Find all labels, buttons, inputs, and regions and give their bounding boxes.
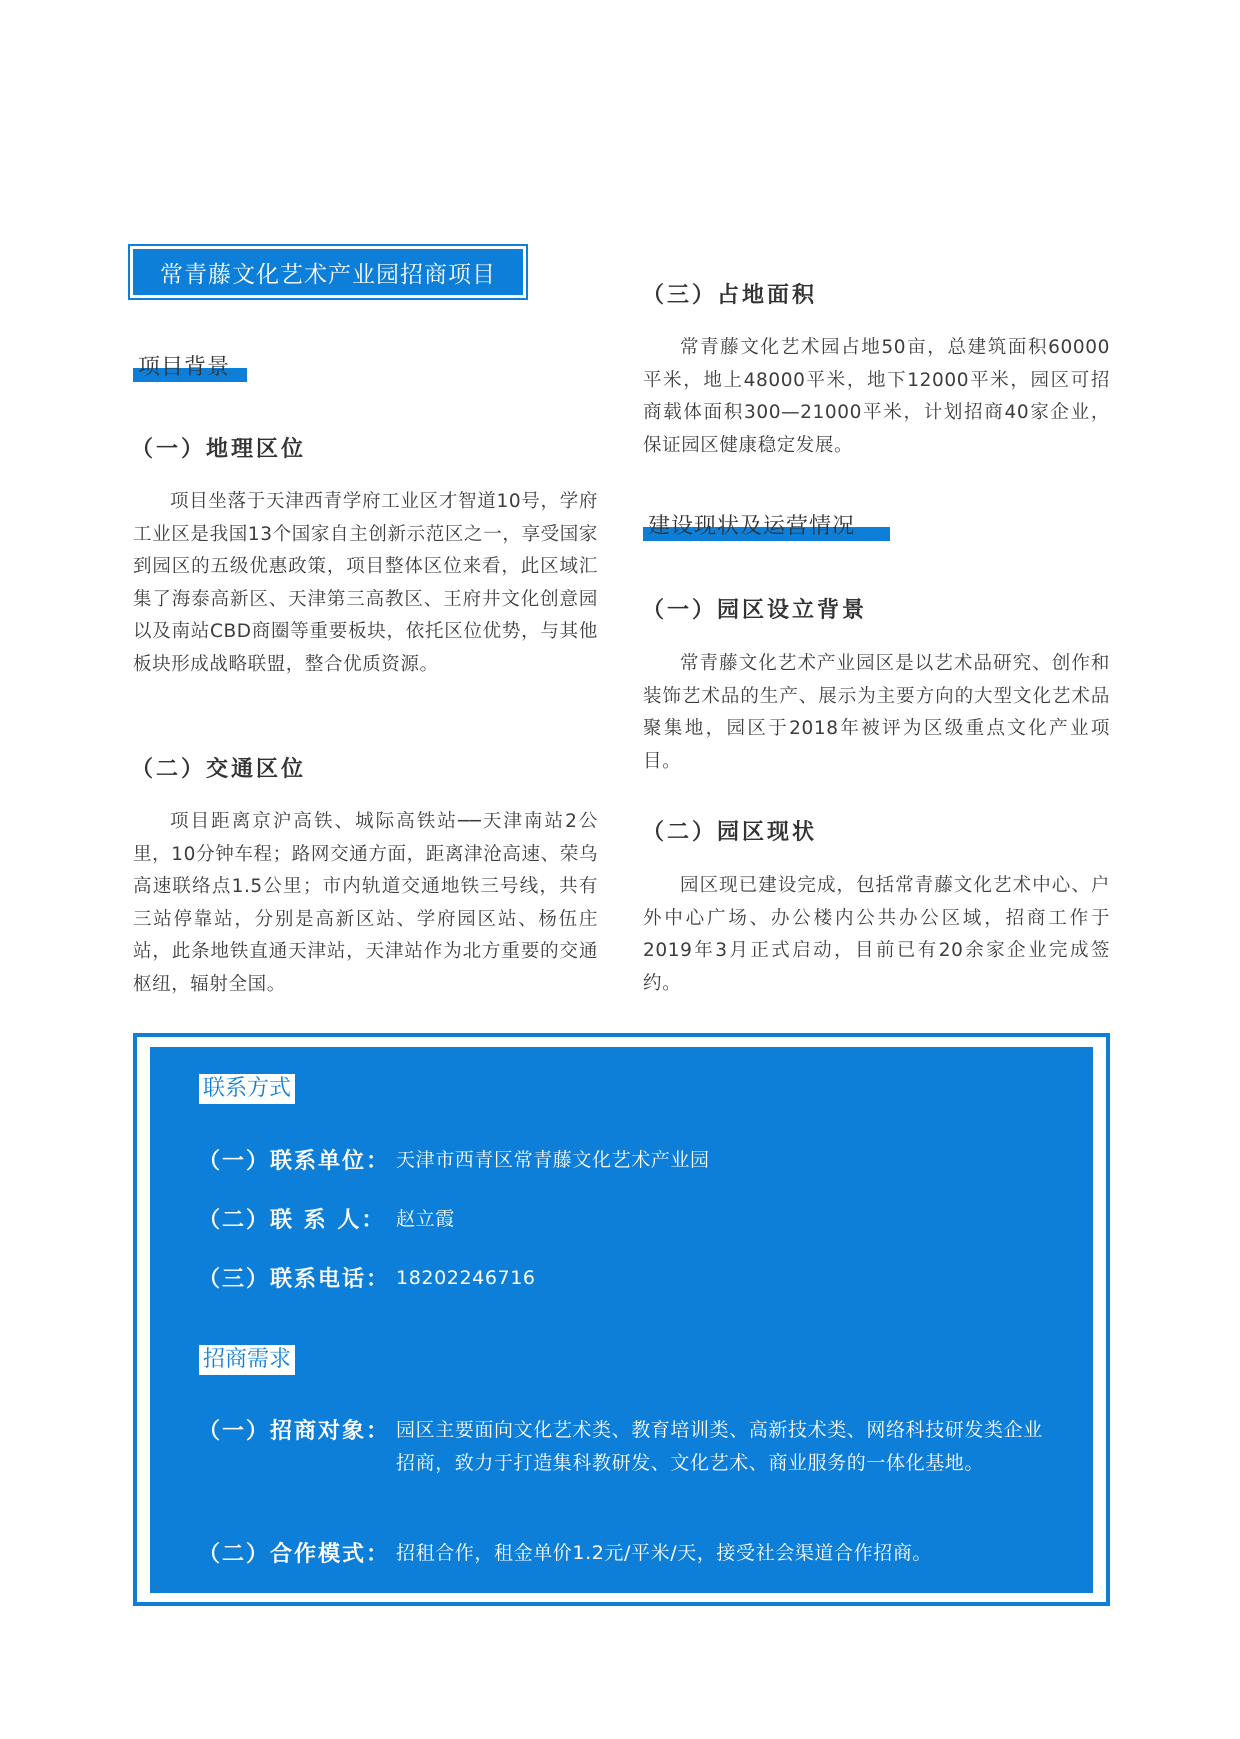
paragraph-geo-location: 项目坐落于天津西青学府工业区才智道10号，学府工业区是我国13个国家自主创新示范区之一，享受国家到园区的五级优惠政策，项目整体区位来看，此区域汇集了海泰高新区、天津第三高教区、王府井文化创意园以及南站CBD商圈等重要板块，依托区位优势，与其他板块形成战略联盟，整合优质资源。 — [133, 491, 598, 675]
paragraph-land-area: 常青藤文化艺术园占地50亩，总建筑面积60000平米，地上48000平米，地下12000平米，园区可招商载体面积300—21000平米，计划招商40家企业，保证园区健康稳定发展。 — [643, 337, 1110, 456]
paragraph-park-status: 园区现已建设完成，包括常青藤文化艺术中心、户外中心广场、办公楼内公共办公区域，招商工作于2019年3月正式启动，目前已有20余家企业完成签约。 — [643, 875, 1110, 994]
invest-row-target — [198, 1414, 1056, 1479]
contact-label: （一）联系单位： — [198, 1149, 391, 1174]
contact-row-phone — [198, 1262, 536, 1295]
contact-label: （二）联 系 人： — [198, 1208, 386, 1233]
section-title-construction: 建设现状及运营情况 — [648, 514, 856, 539]
contact-value: 18202246716 — [396, 1267, 536, 1289]
contact-label: （三）联系电话： — [198, 1267, 391, 1292]
title-badge — [133, 249, 523, 295]
invest-value: 招租合作，租金单价1.2元/平米/天，接受社会渠道合作招商。 — [396, 1542, 933, 1564]
contact-value: 天津市西青区常青藤文化艺术产业园 — [396, 1149, 710, 1171]
heading-park-background: （一）园区设立背景 — [642, 598, 868, 623]
section-title-background: 项目背景 — [138, 355, 231, 380]
invest-label: （一）招商对象： — [198, 1419, 391, 1444]
contact-value: 赵立霞 — [396, 1208, 455, 1230]
paragraph-park-background: 常青藤文化艺术产业园区是以艺术品研究、创作和装饰艺术品的生产、展示为主要方向的大型文化艺术品聚集地，园区于2018年被评为区级重点文化产业项目。 — [643, 653, 1110, 772]
invest-tag: 招商需求 — [199, 1345, 295, 1375]
heading-land-area: （三）占地面积 — [642, 283, 818, 308]
paragraph-traffic-location: 项目距离京沪高铁、城际高铁站──天津南站2公里，10分钟车程；路网交通方面，距离津沧高速、荣乌高速联络点1.5公里；市内轨道交通地铁三号线，共有三站停靠站，分别是高新区站、学府园区站、杨伍庄站，此条地铁直通天津站，天津站作为北方重要的交通枢纽，辐射全国。 — [133, 811, 598, 995]
invest-row-mode — [198, 1537, 1056, 1570]
contact-tag: 联系方式 — [199, 1074, 295, 1104]
contact-box — [150, 1047, 1093, 1593]
contact-row-person — [198, 1203, 455, 1236]
page-title: 常青藤文化艺术产业园招商项目 — [160, 261, 496, 288]
heading-park-status: （二）园区现状 — [642, 820, 818, 845]
invest-label: （二）合作模式： — [198, 1542, 391, 1567]
heading-traffic-location: （二）交通区位 — [131, 757, 307, 782]
invest-value: 园区主要面向文化艺术类、教育培训类、高新技术类、网络科技研发类企业招商，致力于打造集科教研发、文化艺术、商业服务的一体化基地。 — [396, 1419, 1043, 1474]
heading-geo-location: （一）地理区位 — [131, 437, 307, 462]
contact-row-unit — [198, 1144, 710, 1177]
